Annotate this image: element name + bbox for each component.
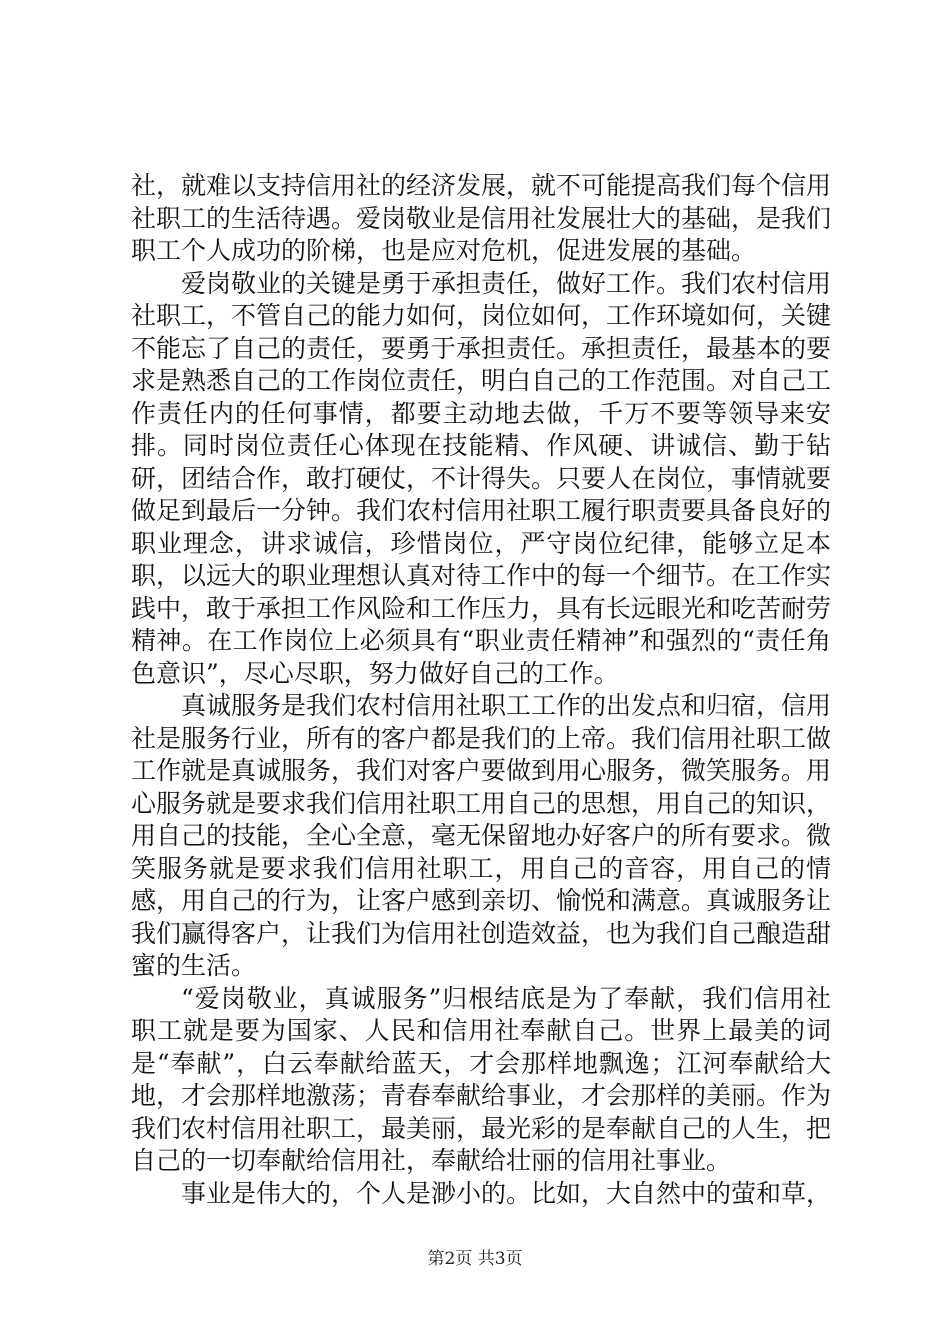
paragraph-responsibility: 爱岗敬业的关键是勇于承担责任，做好工作。我们农村信用社职工，不管自己的能力如何，岗位如何，工作环境如何，关键不能忘了自己的责任，要勇于承担责任。承担责任，最基本的要求是熟悉自己的工作岗位责任，明白自己的工作范围。对自己工作责任内的任何事情，都要主动地去做，千万不要等领导来安排。同时岗位责任心体现在技能精、作风硬、讲诚信、勤于钻研，团结合作，敢打硬仗，不计得失。只要人在岗位，事情就要做足到最后一分钟。我们农村信用社职工履行职责要具备良好的职业理念，讲求诚信，珍惜岗位，严守岗位纪律，能够立足本职，以远大的职业理想认真对待工作中的每一个细节。在工作实践中，敢于承担工作风险和工作压力，具有长远眼光和吃苦耐劳精神。在工作岗位上必须具有“职业责任精神”和强烈的“责任角色意识”，尽心尽职，努力做好自己的工作。 (131, 268, 832, 688)
paragraph-continuation: 社，就难以支持信用社的经济发展，就不可能提高我们每个信用社职工的生活待遇。爱岗敬业是信用社发展壮大的基础，是我们职工个人成功的阶梯，也是应对危机，促进发展的基础。 (131, 171, 832, 265)
document-body (131, 170, 831, 1210)
paragraph-sincere-service: 真诚服务是我们农村信用社职工工作的出发点和归宿，信用社是服务行业，所有的客户都是我们的上帝。我们信用社职工做工作就是真诚服务，我们对客户要做到用心服务，微笑服务。用心服务就是要求我们信用社职工用自己的思想，用自己的知识，用自己的技能，全心全意，毫无保留地办好客户的所有要求。微笑服务就是要求我们信用社职工，用自己的音容，用自己的情感，用自己的行为，让客户感到亲切、愉悦和满意。真诚服务让我们赢得客户，让我们为信用社创造效益，也为我们自己酿造甜蜜的生活。 (131, 691, 832, 980)
page-footer: 第2页 共3页 (427, 1249, 523, 1269)
paragraph-career: 事业是伟大的，个人是渺小的。比如，大自然中的萤和草， (181, 1178, 832, 1208)
paragraph-dedication: “爱岗敬业，真诚服务”归根结底是为了奉献，我们信用社职工就是要为国家、人民和信用社奉献自己。世界上最美的词是“奉献”，白云奉献给蓝天，才会那样地飘逸；江河奉献给大地，才会那样地激荡；青春奉献给事业，才会那样的美丽。作为我们农村信用社职工，最美丽，最光彩的是奉献自己的人生，把自己的一切奉献给信用社，奉献给壮丽的信用社事业。 (131, 983, 832, 1175)
